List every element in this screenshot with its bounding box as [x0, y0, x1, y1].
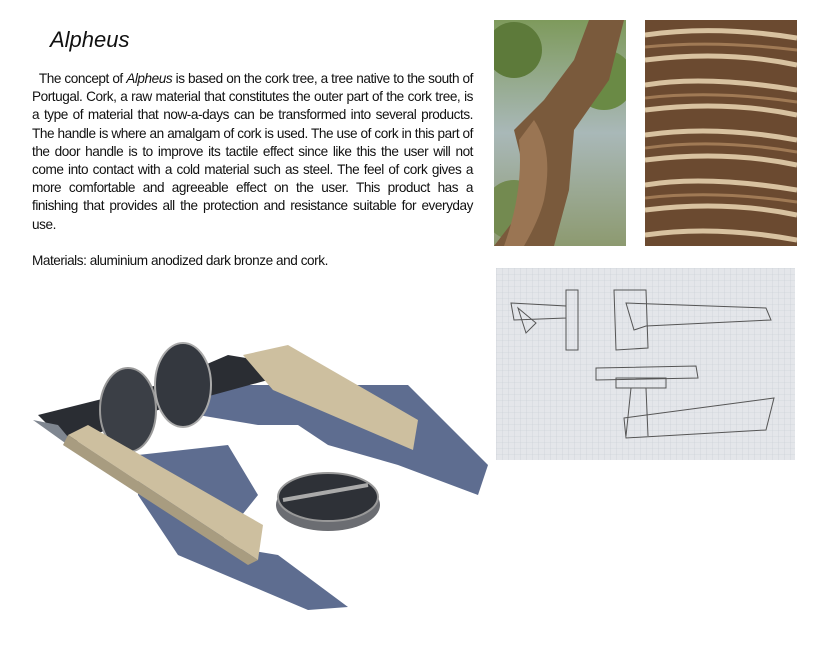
- para-product-name: Alpheus: [126, 71, 173, 86]
- para-body: is based on the cork tree, a tree native to the south of Portugal. Cork, a raw material that constitutes the outer part of the cork tree, is a type of material that now-a-days can be transformed into several products. The handle is where an amalgam of cork is used. The use of cork in this part of the door handle is to improve its tactile effect since like this the user will not come into contact with a cold material such as steel. The feel of cork gives a more comfortable and agreeable effect on the user. This product has a finishing that provides all the protection and resistance suitable for everyday use.: [32, 71, 473, 232]
- para-intro: The concept of: [38, 71, 127, 86]
- cork-tree-photo: [494, 20, 626, 246]
- handle-render: [28, 325, 493, 615]
- page-title: Alpheus: [50, 27, 130, 52]
- materials-text: Materials: aluminium anodized dark bronze and cork.: [32, 253, 328, 268]
- handle-sketch: [496, 268, 795, 460]
- cork-stack-photo: [645, 20, 797, 246]
- description-paragraph: [32, 70, 473, 234]
